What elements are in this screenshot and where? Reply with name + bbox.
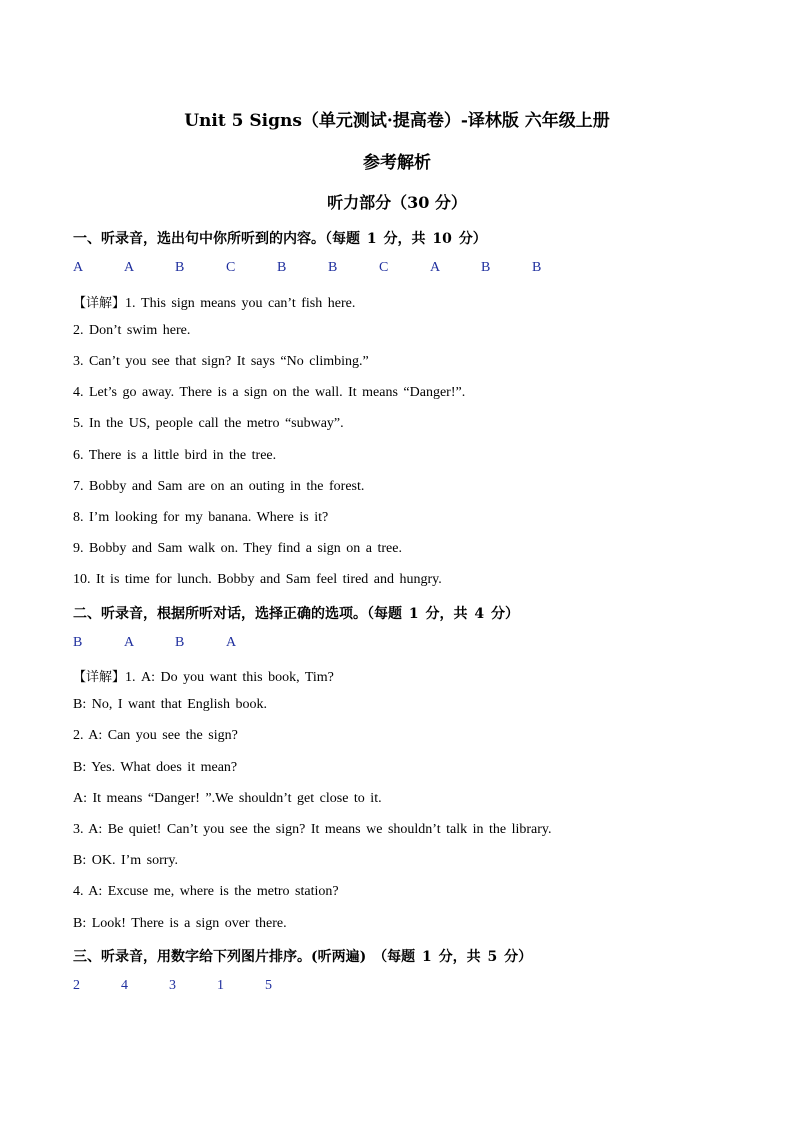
answer: B	[175, 260, 185, 275]
detail-label: 【详解】	[73, 670, 126, 685]
detail-line: B: OK. I’m sorry.	[73, 853, 179, 868]
part-title: 听力部分（30 分）	[327, 193, 467, 212]
answer: 2	[73, 978, 80, 993]
detail-line: B: Look! There is a sign over there.	[73, 916, 287, 931]
detail-line: 9. Bobby and Sam walk on. They find a sign on a tree.	[73, 541, 402, 556]
detail-line: 4. A: Excuse me, where is the metro station?	[73, 884, 339, 899]
section2-answers	[73, 635, 277, 651]
answer: A	[73, 260, 84, 275]
answer: 4	[121, 978, 128, 993]
answer: B	[73, 635, 83, 650]
detail-line: 2. Don’t swim here.	[73, 323, 191, 338]
section1-answers	[73, 260, 583, 276]
answer: A	[124, 635, 135, 650]
detail-line: 【详解】1. A: Do you want this book, Tim?	[73, 670, 334, 685]
section3-heading: 三、听录音，用数字给下列图片排序。(听两遍) （每题 1 分，共 5 分）	[73, 949, 533, 965]
answer: B	[175, 635, 185, 650]
detail-line: 3. Can’t you see that sign? It says “No climbing.”	[73, 354, 369, 369]
answer: 5	[265, 978, 272, 993]
answer: B	[481, 260, 491, 275]
document-subtitle: 参考解析	[363, 153, 431, 173]
answer: B	[277, 260, 287, 275]
detail-line: 3. A: Be quiet! Can’t you see the sign? It means we shouldn’t talk in the library.	[73, 822, 552, 837]
document-title: Unit 5 Signs（单元测试·提高卷）-译林版 六年级上册	[184, 111, 610, 131]
detail-line: 2. A: Can you see the sign?	[73, 728, 238, 743]
detail-line: 6. There is a little bird in the tree.	[73, 448, 277, 463]
detail-line: 10. It is time for lunch. Bobby and Sam feel tired and hungry.	[73, 572, 442, 587]
detail-line: 7. Bobby and Sam are on an outing in the forest.	[73, 479, 365, 494]
answer: 1	[217, 978, 224, 993]
section3-answers	[73, 978, 313, 994]
section2-heading: 二、听录音，根据所听对话，选择正确的选项。（每题 1 分，共 4 分）	[73, 606, 519, 622]
detail-line: 8. I’m looking for my banana. Where is it?	[73, 510, 329, 525]
answer: C	[226, 260, 236, 275]
detail-line: A: It means “Danger! ”.We shouldn’t get close to it.	[73, 791, 382, 806]
answer: C	[379, 260, 389, 275]
section1-heading: 一、听录音，选出句中你所听到的内容。（每题 1 分，共 10 分）	[73, 231, 487, 247]
detail-line: 4. Let’s go away. There is a sign on the wall. It means “Danger!”.	[73, 385, 466, 400]
answer: B	[532, 260, 542, 275]
detail-line: B: No, I want that English book.	[73, 697, 267, 712]
detail-line: 5. In the US, people call the metro “subway”.	[73, 416, 344, 431]
answer: A	[430, 260, 441, 275]
answer: A	[226, 635, 237, 650]
detail-label: 【详解】	[73, 296, 126, 311]
answer: A	[124, 260, 135, 275]
detail-line: 【详解】1. This sign means you can’t fish here.	[73, 296, 356, 311]
answer: 3	[169, 978, 176, 993]
detail-line: B: Yes. What does it mean?	[73, 760, 238, 775]
answer: B	[328, 260, 338, 275]
